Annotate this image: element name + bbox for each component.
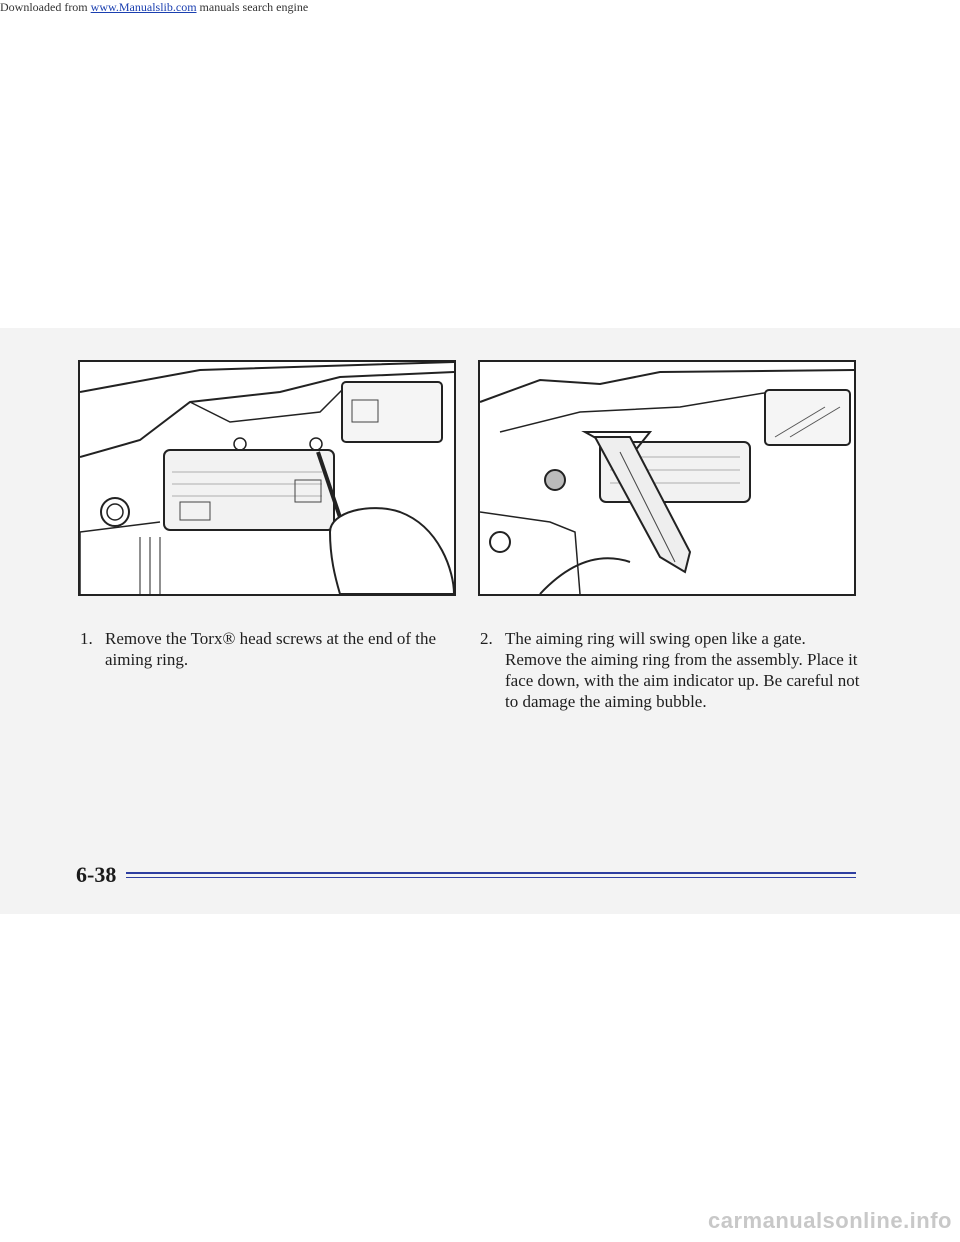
footer-rule-thin [126,877,856,878]
banner-suffix: manuals search engine [196,0,309,14]
step-1-instruction [80,628,450,670]
banner-prefix: Downloaded from [0,0,91,14]
illustration-remove-screws [78,360,456,596]
footer-rule [126,872,856,874]
download-banner [0,0,960,18]
illustration-aiming-ring-open-drawing [480,362,854,594]
step-2-number: 2. [480,629,493,648]
step-2-instruction [480,628,860,712]
page-footer [76,862,856,886]
step-2-text: The aiming ring will swing open like a gate. Remove the aiming ring from the assembly. Place it face down, with the aim indicator up. Be careful not to damage the aiming bubble. [505,629,860,711]
step-1-number: 1. [80,629,93,648]
watermark: carmanualsonline.info [708,1208,952,1233]
illustration-remove-screws-drawing [80,362,454,594]
page-number: 6-38 [76,862,117,887]
step-1-text: Remove the Torx® head screws at the end of the aiming ring. [105,629,437,669]
illustration-aiming-ring-open [478,360,856,596]
manualslib-link[interactable]: www.Manualslib.com [90,0,197,14]
